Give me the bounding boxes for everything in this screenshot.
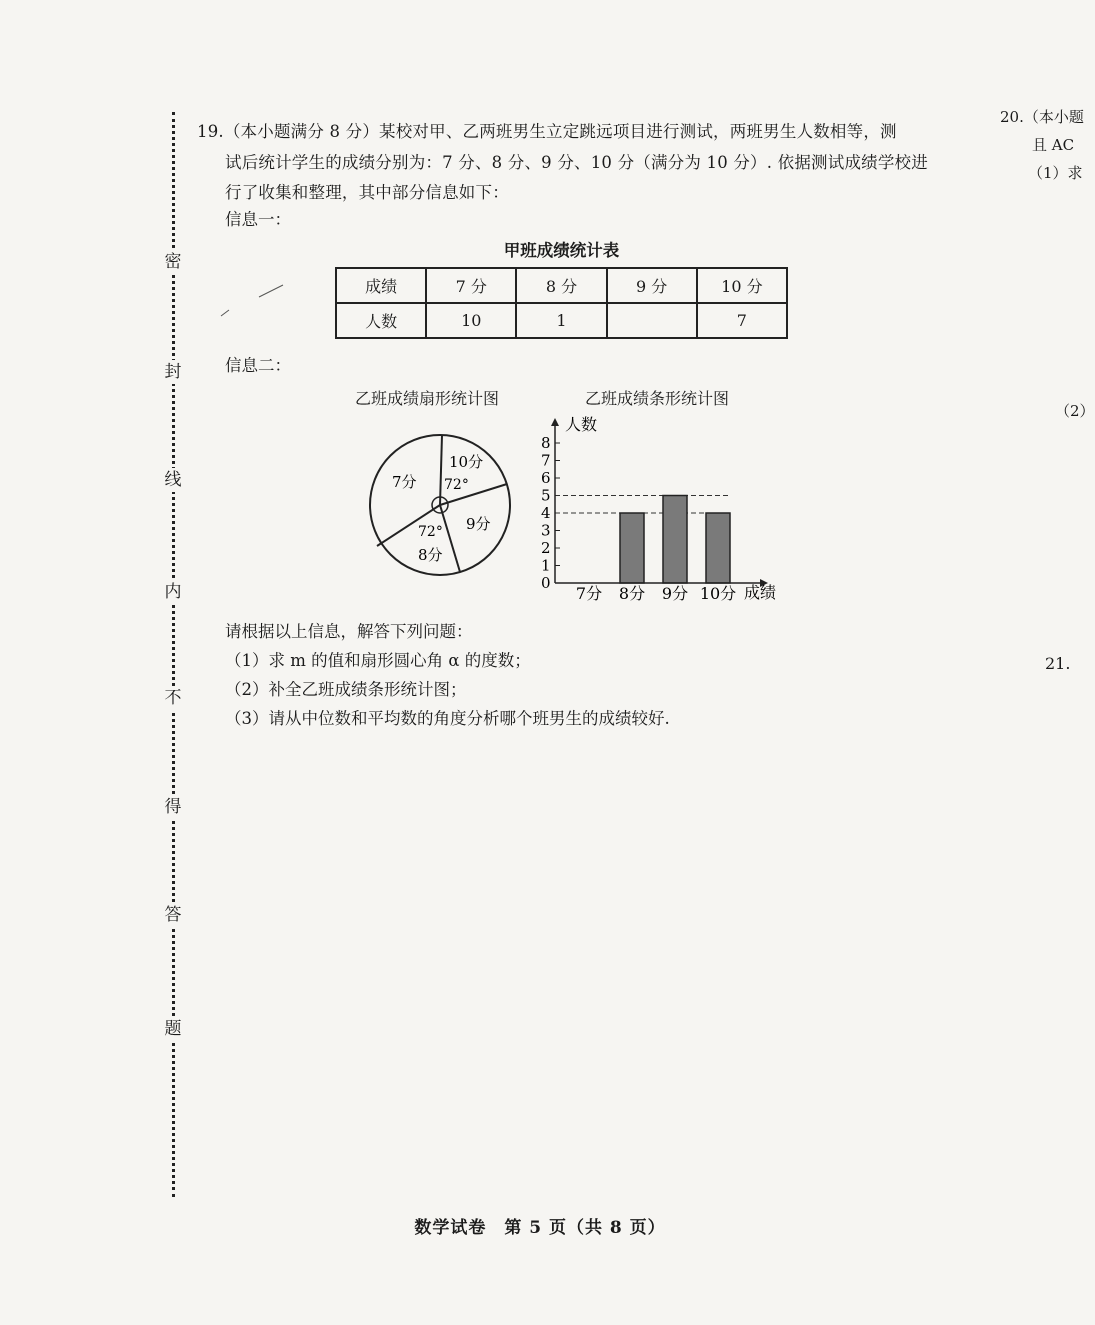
- table-header-row: [336, 268, 787, 303]
- question-text-line: 19.（本小题满分 8 分）某校对甲、乙两班男生立定跳远项目进行测试，两班男生人数相等，测: [197, 122, 897, 141]
- x-tick-label: 8分: [618, 584, 646, 603]
- y-tick-label: 4: [541, 504, 551, 522]
- info-two-label: 信息二：: [225, 356, 291, 375]
- next-question-fragment: 21.: [1045, 654, 1071, 673]
- binding-char: 题: [161, 1017, 185, 1041]
- table-cell: 人数: [336, 303, 426, 338]
- prompt-text: 请根据以上信息，解答下列问题：: [225, 622, 473, 641]
- y-tick-label: 2: [541, 539, 551, 557]
- binding-char: 封: [161, 360, 185, 384]
- x-tick-label: 9分: [661, 584, 689, 603]
- pie-label-7: 7分: [392, 473, 417, 491]
- table-cell: 8 分: [516, 268, 606, 303]
- pie-divider: [440, 505, 460, 572]
- x-tick-label: 7分: [575, 584, 603, 603]
- bar-chart-title: 乙班成绩条形统计图: [585, 389, 730, 408]
- x-tick-label: 10分: [699, 584, 737, 603]
- table-cell: 1: [516, 303, 606, 338]
- table-title: 甲班成绩统计表: [503, 241, 620, 260]
- y-tick-label: 6: [541, 469, 551, 487]
- bar: [663, 496, 687, 584]
- y-axis-arrow: [551, 418, 559, 426]
- y-axis-label: 人数: [565, 415, 598, 434]
- info-one-label: 信息一：: [225, 210, 291, 229]
- pencil-marks: [215, 280, 295, 320]
- table-cell: 成绩: [336, 268, 426, 303]
- sub-question: （2）补全乙班成绩条形统计图；: [225, 680, 467, 699]
- pie-label-9: 9分: [466, 515, 491, 533]
- y-tick-label: 8: [541, 434, 551, 452]
- pie-angle-label: 72°: [418, 524, 443, 540]
- page-footer: 数学试卷 第 5 页（共 8 页）: [414, 1218, 666, 1238]
- table-row: [336, 303, 787, 338]
- question-text-line: 行了收集和整理，其中部分信息如下：: [225, 183, 509, 202]
- pie-chart-title: 乙班成绩扇形统计图: [355, 389, 500, 408]
- y-tick-label: 0: [541, 574, 551, 592]
- table-cell-blank: [607, 303, 697, 338]
- pie-chart: [360, 425, 520, 585]
- binding-char: 答: [161, 903, 185, 927]
- binding-char: 得: [161, 795, 185, 819]
- y-tick-label: 7: [541, 451, 551, 470]
- binding-char: 密: [161, 250, 185, 274]
- next-question-fragment: 且 AC: [1032, 136, 1075, 154]
- next-question-fragment: （1）求: [1028, 164, 1083, 182]
- binding-char: 线: [161, 468, 185, 492]
- sub-question: （3）请从中位数和平均数的角度分析哪个班男生的成绩较好.: [225, 709, 670, 728]
- bar: [620, 513, 644, 583]
- next-question-fragment: （2）: [1055, 402, 1095, 420]
- binding-char: 内: [161, 580, 185, 604]
- y-tick-label: 3: [541, 521, 551, 540]
- table-cell: 7 分: [426, 268, 516, 303]
- table-cell: 10: [426, 303, 516, 338]
- pie-angle-label: 72°: [444, 477, 469, 493]
- pie-label-8: 8分: [418, 546, 443, 564]
- pie-label-10: 10分: [449, 453, 484, 471]
- bar-chart: [535, 410, 795, 610]
- question-text-line: 试后统计学生的成绩分别为：7 分、8 分、9 分、10 分（满分为 10 分）. 依据测试成绩学校进: [225, 153, 928, 172]
- y-tick-label: 1: [541, 556, 551, 575]
- table-cell: 9 分: [607, 268, 697, 303]
- x-axis-label: 成绩: [744, 583, 777, 602]
- table-cell: 7: [697, 303, 787, 338]
- score-table: [335, 267, 788, 339]
- table-cell: 10 分: [697, 268, 787, 303]
- binding-char: 不: [161, 686, 185, 710]
- sub-question: （1）求 m 的值和扇形圆心角 α 的度数；: [225, 651, 531, 670]
- y-tick-label: 5: [541, 486, 551, 505]
- pie-divider: [440, 435, 442, 505]
- bar: [706, 513, 730, 583]
- next-question-fragment: 20.（本小题: [1000, 108, 1084, 126]
